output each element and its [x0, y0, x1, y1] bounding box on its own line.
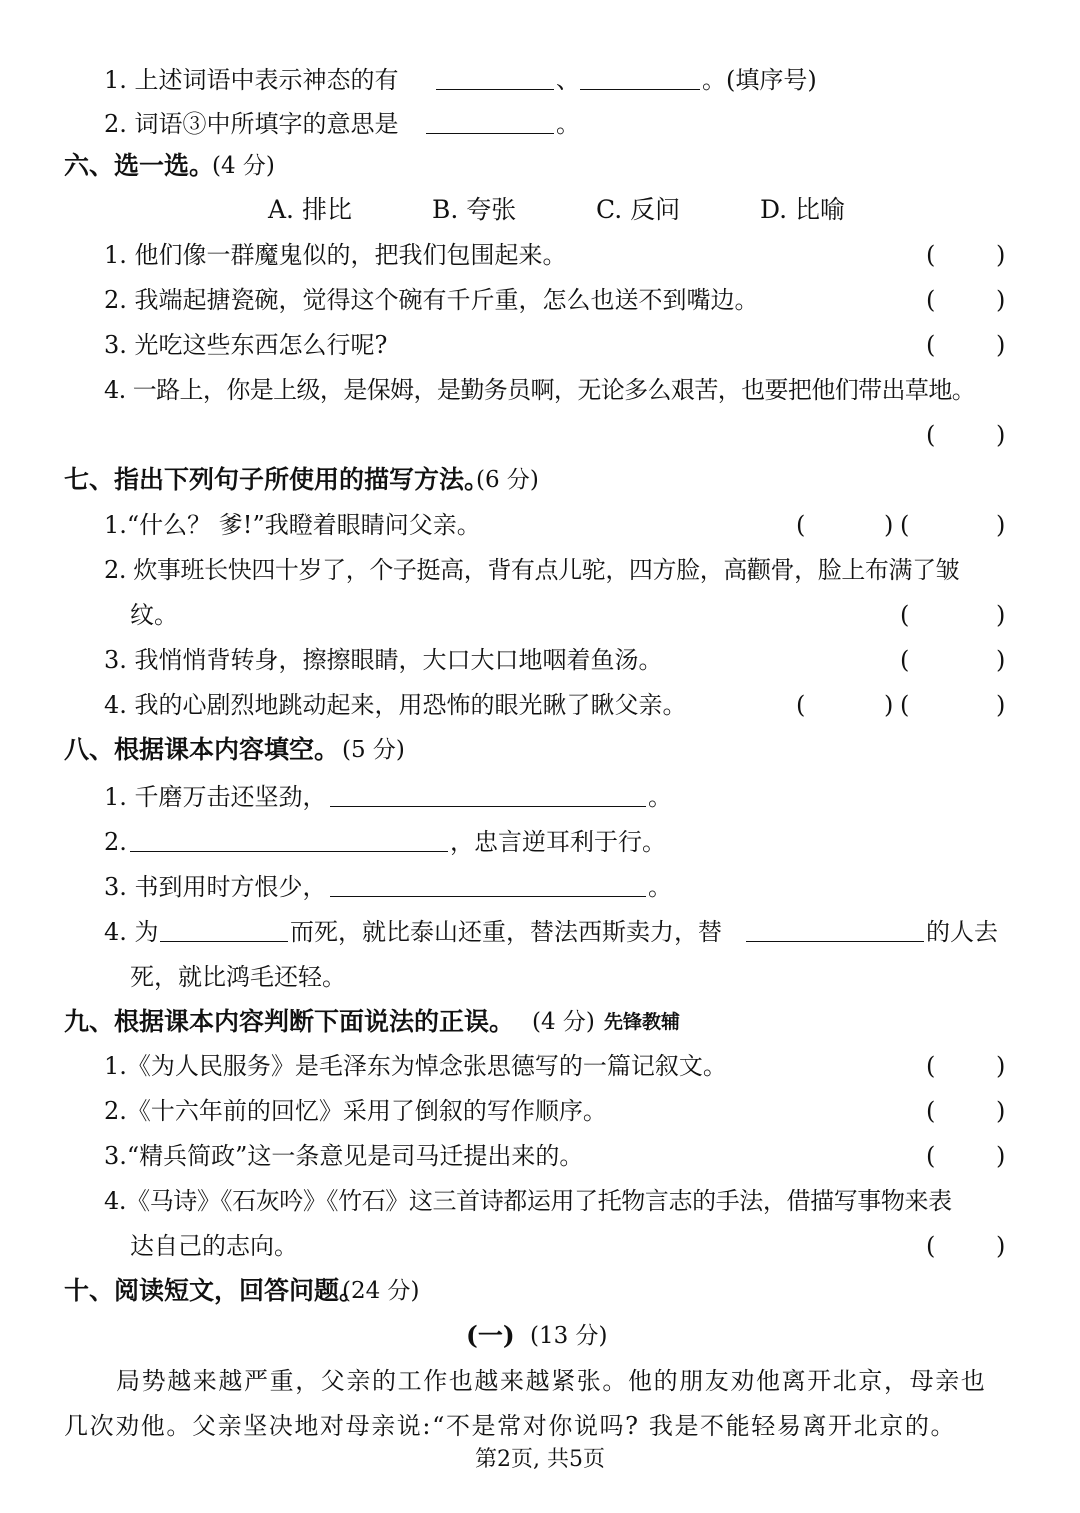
q6-item-1 [0, 235, 1080, 275]
option-a: A. 排比 [268, 195, 352, 224]
q8-item-2-prefix: 2. [104, 828, 127, 856]
q6-item-2 [0, 280, 1080, 320]
q9-points: (4 分) [532, 1009, 595, 1035]
q5-item-1-suffix: 。(填序号) [702, 66, 817, 94]
answer-blank[interactable] [436, 89, 554, 90]
q6-item-1-text: 1. 他们像一群魔鬼似的，把我们包围起来。 [104, 241, 567, 269]
q10-sub-points: (13 分) [530, 1323, 608, 1349]
paren-open: ( [926, 286, 936, 314]
answer-blank[interactable] [580, 89, 700, 90]
q8-item-4 [0, 912, 1080, 952]
paren-open: ( [926, 1232, 936, 1260]
paren-close: ) [996, 691, 1006, 719]
q7-item-1-text: 1.“什么？ 爹!”我瞪着眼睛问父亲。 [104, 511, 481, 539]
q8-heading [0, 730, 1080, 770]
q8-item-2 [0, 822, 1080, 862]
q9-item-1 [0, 1046, 1080, 1086]
paren-close: ) [996, 511, 1006, 539]
q8-item-4-c: 的人去 [926, 918, 998, 946]
paren-open: ( [926, 1097, 936, 1125]
paren-open: ( [926, 331, 936, 359]
paren-open: ( [900, 691, 910, 719]
q6-item-3 [0, 325, 1080, 365]
q9-item-3-text: 3.“精兵简政”这一条意见是司马迁提出来的。 [104, 1142, 584, 1170]
q10-heading-text: 十、阅读短文，回答问题。 [64, 1276, 365, 1305]
q9-item-4 [0, 1181, 1080, 1221]
q8-item-3-suffix: 。 [648, 873, 672, 901]
q7-item-1 [0, 505, 1080, 545]
passage-line-2 [0, 1406, 1080, 1446]
q7-item-3-text: 3. 我悄悄背转身，擦擦眼睛，大口大口地咽着鱼汤。 [104, 646, 663, 674]
q6-item-4 [0, 370, 1080, 410]
paren-close: ) [996, 1097, 1006, 1125]
answer-blank[interactable] [330, 806, 646, 807]
q8-item-1 [0, 777, 1080, 817]
q7-heading-text: 七、指出下列句子所使用的描写方法。 [64, 465, 490, 494]
q8-item-3 [0, 867, 1080, 907]
q7-item-4 [0, 685, 1080, 725]
paren-close: ) [996, 1142, 1006, 1170]
q7-item-4-text: 4. 我的心剧烈地跳动起来，用恐怖的眼光瞅了瞅父亲。 [104, 691, 687, 719]
page-number: 第2页, 共5页 [475, 1447, 605, 1472]
answer-blank[interactable] [330, 896, 646, 897]
option-c: C. 反问 [596, 195, 681, 224]
q7-item-2-cont [0, 595, 1080, 635]
paren-close: ) [884, 691, 894, 719]
q6-item-3-text: 3. 光吃这些东西怎么行呢? [104, 331, 388, 359]
paren-close: ) [996, 646, 1006, 674]
q7-item-2-text: 2. 炊事班长快四十岁了，个子挺高，背有点儿驼，四方脸，高颧骨，脸上布满了皱 [104, 556, 960, 584]
paren-open: ( [900, 601, 910, 629]
q10-subheading [0, 1316, 1080, 1356]
q5-item-2-prefix: 2. 词语③中所填字的意思是 [104, 110, 399, 138]
q8-item-3-prefix: 3. 书到用时方恨少， [104, 873, 327, 901]
paren-open: ( [900, 646, 910, 674]
passage-line-1-text: 局势越来越严重，父亲的工作也越来越紧张。他的朋友劝他离开北京，母亲也 [116, 1367, 987, 1395]
q9-item-4-text: 4.《马诗》《石灰吟》《竹石》这三首诗都运用了托物言志的手法，借描写事物来表 [104, 1187, 952, 1215]
q7-heading [0, 460, 1080, 500]
passage-line-2-text: 几次劝他。父亲坚决地对母亲说:“不是常对你说吗? 我是不能轻易离开北京的。 [64, 1412, 957, 1440]
paren-close: ) [996, 601, 1006, 629]
q9-heading-text: 九、根据课本内容判断下面说法的正误。 [64, 1007, 515, 1036]
option-b: B. 夸张 [432, 195, 517, 224]
q8-heading-text: 八、根据课本内容填空。 [64, 735, 340, 764]
q6-heading [0, 146, 1080, 186]
paren-close: ) [996, 421, 1006, 449]
q8-item-2-suffix: ，忠言逆耳利于行。 [450, 828, 666, 856]
q10-heading [0, 1271, 1080, 1311]
q7-item-2-cont-text: 纹。 [130, 601, 178, 629]
q8-item-1-prefix: 1. 千磨万击还坚劲， [104, 783, 327, 811]
paren-open: ( [926, 1142, 936, 1170]
q7-item-3 [0, 640, 1080, 680]
option-d: D. 比喻 [760, 195, 846, 224]
q6-item-2-text: 2. 我端起搪瓷碗，觉得这个碗有千斤重，怎么也送不到嘴边。 [104, 286, 759, 314]
q9-item-1-text: 1.《为人民服务》是毛泽东为悼念张思德写的一篇记叙文。 [104, 1052, 727, 1080]
q10-points: (24 分) [342, 1278, 420, 1304]
q6-item-4-answer [0, 415, 1080, 455]
q9-item-2 [0, 1091, 1080, 1131]
q6-item-4-text: 4. 一路上，你是上级，是保姆，是勤务员啊，无论多么艰苦，也要把他们带出草地。 [104, 376, 976, 404]
q9-heading [0, 1002, 1080, 1042]
paren-close: ) [884, 511, 894, 539]
q5-item-1-sep: 、 [556, 66, 580, 94]
paren-open: ( [926, 421, 936, 449]
q5-item-2 [0, 104, 1080, 144]
paren-open: ( [796, 511, 806, 539]
q7-item-2 [0, 550, 1080, 590]
passage-line-1 [0, 1361, 1080, 1401]
q8-item-1-suffix: 。 [648, 783, 672, 811]
q9-item-2-text: 2.《十六年前的回忆》采用了倒叙的写作顺序。 [104, 1097, 607, 1125]
q10-sub-title: (一) [466, 1321, 515, 1350]
q8-item-4-a: 4. 为 [104, 918, 159, 946]
paren-open: ( [926, 241, 936, 269]
q9-item-3 [0, 1136, 1080, 1176]
q7-points: (6 分) [476, 467, 539, 493]
q9-item-4-cont [0, 1226, 1080, 1266]
paren-close: ) [996, 1232, 1006, 1260]
q6-heading-text: 六、选一选。 [64, 151, 215, 180]
paren-close: ) [996, 286, 1006, 314]
q6-options [0, 190, 1080, 230]
q8-item-4-b: 而死，就比泰山还重，替法西斯卖力，替 [290, 918, 722, 946]
q5-item-1-prefix: 1. 上述词语中表示神态的有 [104, 66, 399, 94]
q5-item-2-suffix: 。 [556, 110, 580, 138]
q8-item-4-cont [0, 957, 1080, 997]
q9-item-4-cont-text: 达自己的志向。 [130, 1232, 298, 1260]
answer-blank[interactable] [426, 133, 554, 134]
paren-open: ( [900, 511, 910, 539]
q9-note: 先锋教辅 [604, 1011, 681, 1033]
answer-blank[interactable] [160, 941, 288, 942]
answer-blank[interactable] [746, 941, 924, 942]
paren-close: ) [996, 241, 1006, 269]
q8-points: (5 分) [342, 737, 405, 763]
paren-open: ( [926, 1052, 936, 1080]
paren-close: ) [996, 331, 1006, 359]
q5-item-1 [0, 60, 1080, 100]
q6-points: (4 分) [212, 153, 275, 179]
answer-blank[interactable] [130, 851, 448, 852]
paren-close: ) [996, 1052, 1006, 1080]
paren-open: ( [796, 691, 806, 719]
q8-item-4-d: 死，就比鸿毛还轻。 [130, 963, 346, 991]
